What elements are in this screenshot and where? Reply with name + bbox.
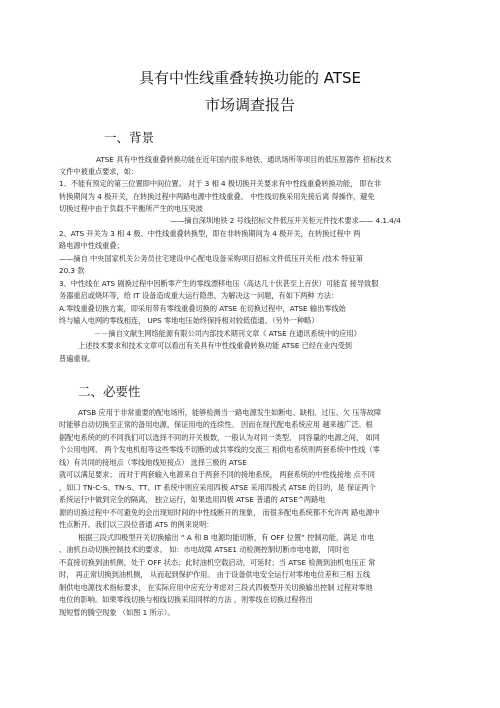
paragraph-line: ，如口 TN-C-S、TN-S、TT、IT 系统中则应采用四极 ATSE 采用四极式 ATSE 的目的，是 保证两个	[59, 483, 376, 492]
paragraph-line: 性点断开。我们以三段位普通 ATS 的例来说明：	[59, 520, 214, 529]
paragraph-line: 制供电电源技术指标要求， 在实际应用中应充分考虑对三段式四极型开关切换输出控制 过程对零地	[59, 583, 373, 592]
paragraph-line: 普遍重视。	[59, 354, 95, 363]
document-title-line2: 市场调查报告	[204, 96, 295, 114]
paragraph-line: 转换期间为 4 极开关，在转换过程中两路电源中性线重叠。 中性线切换采用先接后离 得操作，避免	[59, 192, 375, 201]
citation-line: ——摘自深圳地铁 2 号线招标文件低压开关柜元件技术要求—— 4.1.4/4	[170, 216, 401, 225]
paragraph-line: ATSE 具有中性线重叠转换功能在近年国内很多地铁、通讯场所等项目的低压原器件 招标技术	[96, 155, 392, 164]
paragraph-line: 现短暂的腾空现象 （如图 1 所示）。	[59, 608, 175, 617]
paragraph-line: 不直接切换到油机侧，处于 OFF 状态；此时油机空载启动，可延时；当 ATSE 检测到油机电压正 常	[59, 558, 376, 567]
paragraph-line: 源的切换过程中不可避免的会出现短时间的中性线断开的现象， 而很多配电系统都不允许两 路电源中	[59, 508, 380, 517]
document-title-line1: 具有中性线重叠转换功能的 ATSE	[138, 69, 362, 87]
paragraph-line: 个公用电网、 两个发电机组等这些零线不切断的或共零线的交流三 相供电系统则两套系统中性线（零	[59, 445, 380, 454]
paragraph-line: 2、ATS 开关为 3 相 4 极、中性线重叠转换型，即在非转换期间为 4 极开关，在转换过程中 两	[59, 229, 361, 238]
paragraph-line: 3、中性线在 ATS 剧换过程中因断零产生的零线漂移电压（高达几十伏甚至上百伏）可能直 接导致服	[59, 279, 379, 288]
paragraph-line: 切换过程中由于负载不平衡所产生的电压突波	[59, 204, 203, 213]
paragraph-line: A.零线重叠切换方案，即采用带有零线重叠切换的 ATSE 在切换过程中，ATSE 输出零线始	[59, 304, 346, 313]
citation-line: －－摘自文献生网络能源有限公司内部技术期刊文章《 ATSE 在通讯系统中的应用》	[94, 329, 361, 338]
paragraph-line: 文件中被重点要求，如：	[59, 167, 139, 176]
paragraph-line: 时能够自动切换至正常的备用电源，保证用电的连续性。 因而在现代配电系统应用 越来越广泛。根	[59, 420, 373, 429]
paragraph-line: 系统运行中做到完全的隔离， 独立运行，如果选用四极 ATSE 普通的 ATSE^两路电	[59, 495, 326, 504]
paragraph-line: ATSB 应用于非常重要的配电场所，能够检测当一路电源发生如断电、缺相、过压、欠 压等故障	[78, 408, 382, 417]
paragraph-line: 路电源中性线重叠；	[59, 241, 124, 250]
paragraph-line: 线）有共同的接地点（零线地线短接点） 选择三极的 ATSE	[59, 458, 247, 467]
paragraph-line: 终与输入电网的零线相连， UPS 零地电压始终保持相对较低值通。（另外一种略）	[59, 316, 319, 325]
section-heading-background: 一、背景	[104, 130, 155, 145]
paragraph-line: 据配电系统的的不同我们可以选择不同的开关极数，一般认为对同一类型、 同容量的电源之间， 如同	[59, 433, 380, 442]
paragraph-line: 电位的影响。如果零线切换与相线切换采用同样的方法 ，则零线在切换过程将出	[59, 595, 313, 604]
paragraph-line: 就可以满足要求； 而对于两套输入电源来自于两套不同的接地系统， 两套系统的中性线接地 点不同	[59, 470, 375, 479]
paragraph-line: 务器重启或烧坏等，给 IT 设备造成重大运行隐患，为解决这一问题，有如下两种 方法：	[59, 291, 339, 300]
section-heading-necessity: 二、必要性	[78, 384, 141, 399]
paragraph-line: 上述技术要求和技术文章可以看出有关具有中性线重叠转换功能 ATSE 已经在业内受到	[78, 341, 352, 350]
paragraph-line: 1、不能有预定的第三位置即中间位置。 对于 3 相 4 极切换开关要求有中性线重叠转换功能， 即在非	[59, 179, 382, 188]
paragraph-line: 时， 再正常切换到油机侧， 从而起到保护作用。 由于设备供电安全运行对零地电位差和三相 五线	[59, 570, 371, 579]
paragraph-line: 根据三段式四极型开关切换输出 “ A 和 B 电源均能切断，有 OFF 位置” 控制功能，满足 市电	[78, 533, 375, 542]
citation-line: 20.3 款	[59, 266, 85, 275]
paragraph-line: 、油机自动切换控制技术的要求。 如：市电故障 ATSE1 动检测控制切断市电电源， 同时也	[59, 545, 350, 554]
citation-line: ——摘自 中央国家机关公务员住宅建设中心配电设备采购项目招标文件低压开关柜 /技术 特征第	[59, 254, 363, 263]
